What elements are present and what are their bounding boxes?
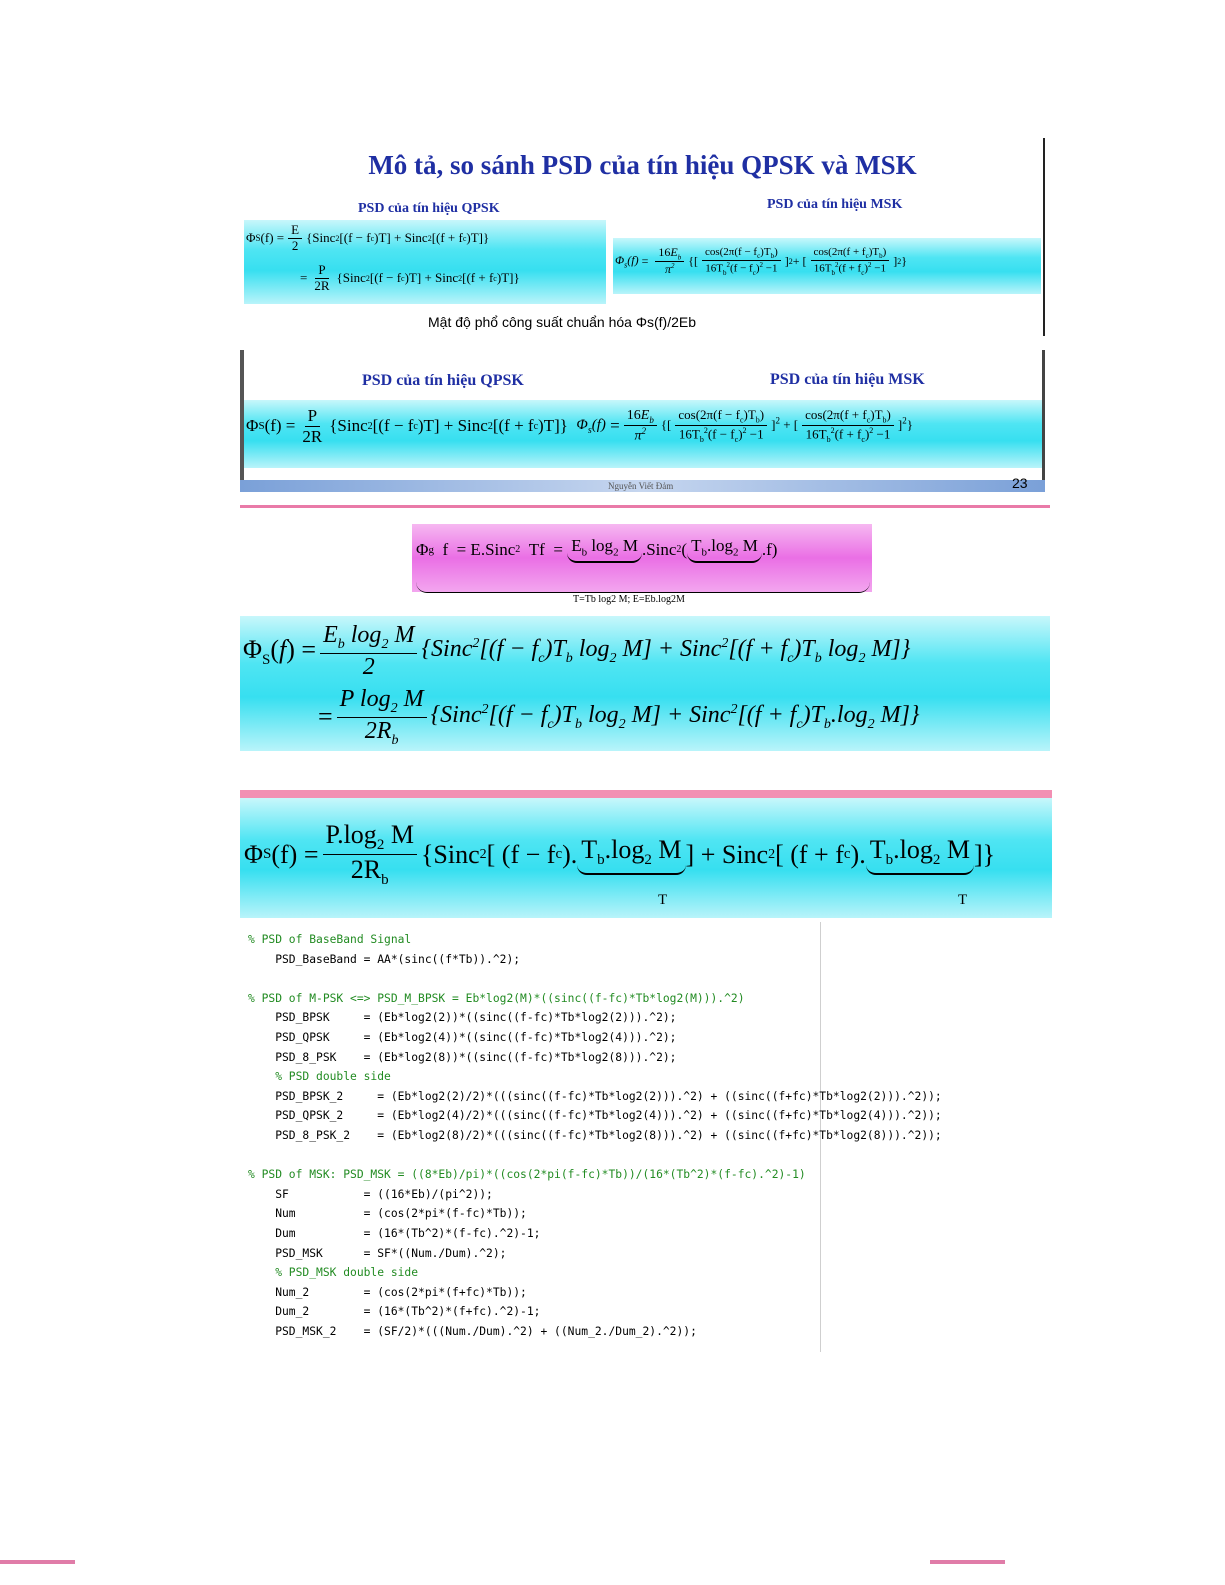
qpsk-formula: Φ S (f) = $\frac{E}{2}$ {Sinc 2 [(f − f c )T] + Sinc 2 [(f + f c )T]} = $\frac{P}{2R}$ {Sinc 2 [(f − f c )T] + Sinc 2 [(f + f c )T]} (244, 220, 606, 304)
baseband-formula: Φ g f = E.Sinc 2 Tf = $E_b$ $\log_2 M$ .Sinc 2 ( $T_b.\log_2$ M .f) (416, 536, 777, 563)
code-comment: % PSD of BaseBand Signal (248, 933, 412, 946)
brace-note: T=Tb log2 M; E=Eb.log2M (573, 594, 685, 605)
matlab-code-listing (240, 922, 942, 1352)
code-line: Dum_2 = (16*(Tb^2)*(f+fc).^2)-1; (248, 1305, 541, 1319)
slide-page-number: 23 (1012, 475, 1028, 491)
code-line: PSD_QPSK = (Eb*log2(4))*((sinc((f-fc)*Tb*log2(4))).^2); (248, 1030, 677, 1044)
psd-formula-band: Φ S (f) = $\frac{P}{2R}$ {Sinc 2 [(f − f c )T] + Sinc 2 [(f + f c )T]} $\Phi_s(f)$ = $\frac{16E_b}{\pi^2}$ {[ $\frac{\cos(2\pi(f - f_c)T_b)}{16T_b^2(f - f_c)^2 -1}$ ]$^2$ + [ $\frac{\cos(2\pi(f + f_c)T_b)}{16T_b^2(f + f_c)^2 -1}$ ]$^2$} (244, 400, 1042, 468)
code-comment: % PSD_MSK double side (248, 1266, 419, 1280)
subtitle-msk: PSD của tín hiệu MSK (767, 197, 903, 212)
slide-mpsk-final-formula: Φ S (f) = $\frac{P.\log_2 M}{2R_b}$ {Sinc 2 [ (f − f c ). $T_b.\log_2$ M ] + Sinc 2 [ (f + f c ). $T_b.\log_2$ M ]} T T (240, 790, 1052, 918)
page-corner-mark-left (0, 1560, 75, 1564)
code-line: SF = ((16*Eb)/(pi^2)); (248, 1187, 493, 1201)
slide-title: Mô tả, so sánh PSD của tín hiệu QPSK và MSK (368, 150, 917, 180)
msk-formula: $\Phi_s(f)$ = $\frac{16E_b}{\pi^2}$ {[ $\frac{\cos(2\pi(f - f_c)T_b)}{16T_b^2(f - f_c)^2 -1}$ ] 2 + [ $\frac{\cos(2\pi(f + f_c)T_b)}{16T_b^2(f + f_c)^2 -1}$ ] 2 } (613, 238, 1041, 294)
subtitle-msk: PSD của tín hiệu MSK (770, 371, 925, 388)
code-line: PSD_8_PSK_2 = (Eb*log2(8)/2)*(((sinc((f-fc)*Tb*log2(8))).^2) + ((sinc((f+fc)*Tb*log2(8))).^2)); (248, 1128, 942, 1142)
slide-qpsk-msk-comparison (240, 138, 1045, 338)
slide-author: Nguyễn Viết Đảm (608, 481, 674, 491)
page-corner-mark-right (930, 1560, 1005, 1564)
brace-label-left: T (658, 892, 668, 908)
code-line: PSD_BPSK = (Eb*log2(2))*((sinc((f-fc)*Tb*log2(2))).^2); (248, 1011, 677, 1025)
code-line: PSD_BPSK_2 = (Eb*log2(2)/2)*(((sinc((f-fc)*Tb*log2(2))).^2) + ((sinc((f+fc)*Tb*log2(2))).^2)); (248, 1089, 942, 1103)
code-line: PSD_BaseBand = AA*(sinc((f*Tb)).^2); (248, 952, 521, 966)
mpsk-formula-band: $\Phi_S(f)$ = $\frac{E_b \log_2 M}{2}$ {Sinc$^2$[(f − $f_c)T_b$ $\log_2 M$] + Sinc$^2$[(f + $f_c)T_b$ $\log_2 M$]} = $\frac{P \log_2 M}{2R_b}$ {Sinc$^2$[(f − $f_c)T_b$ $\log_2 M$] + Sinc$^2$[(f + $f_c)T_b.\log_2$ M]} (240, 616, 1050, 751)
code-comment: % PSD of MSK: PSD_MSK = ((8*Eb)/pi)*((cos(2*pi(f-fc)*Tb))/(16*(Tb^2)*(f-fc).^2)-1) (248, 1168, 806, 1182)
subtitle-qpsk: PSD của tín hiệu QPSK (358, 201, 500, 216)
code-line: PSD_MSK = SF*((Num./Dum).^2); (248, 1246, 507, 1260)
code-line: PSD_MSK_2 = (SF/2)*(((Num./Dum).^2) + ((Num_2./Dum_2).^2)); (248, 1324, 697, 1338)
code-line: Num = (cos(2*pi*(f-fc)*Tb)); (248, 1207, 527, 1221)
slide-right-border (1042, 350, 1045, 492)
code-line: Num_2 = (cos(2*pi*(f+fc)*Tb)); (248, 1285, 527, 1299)
code-comment: % PSD of M-PSK <=> PSD_M_BPSK = Eb*log2(M)*((sinc((f-fc)*Tb*log2(M))).^2) (248, 991, 745, 1005)
brace-label-right: T (958, 892, 968, 908)
slide-mpsk-derivation (240, 505, 1050, 780)
slide-psd-formulas (240, 350, 1045, 492)
baseband-underbrace (416, 582, 870, 593)
subtitle-qpsk: PSD của tín hiệu QPSK (362, 372, 524, 389)
code-line: Dum = (16*(Tb^2)*(f-fc).^2)-1; (248, 1226, 541, 1240)
code-line: PSD_8_PSK = (Eb*log2(8))*((sinc((f-fc)*Tb*log2(8))).^2); (248, 1050, 677, 1064)
code-comment: % PSD double side (248, 1070, 391, 1084)
code-line: PSD_QPSK_2 = (Eb*log2(4)/2)*(((sinc((f-fc)*Tb*log2(4))).^2) + ((sinc((f+fc)*Tb*log2(4))).^2)); (248, 1109, 942, 1123)
slide-caption: Mật độ phổ công suất chuẩn hóa Φs(f)/2Eb (428, 314, 697, 330)
